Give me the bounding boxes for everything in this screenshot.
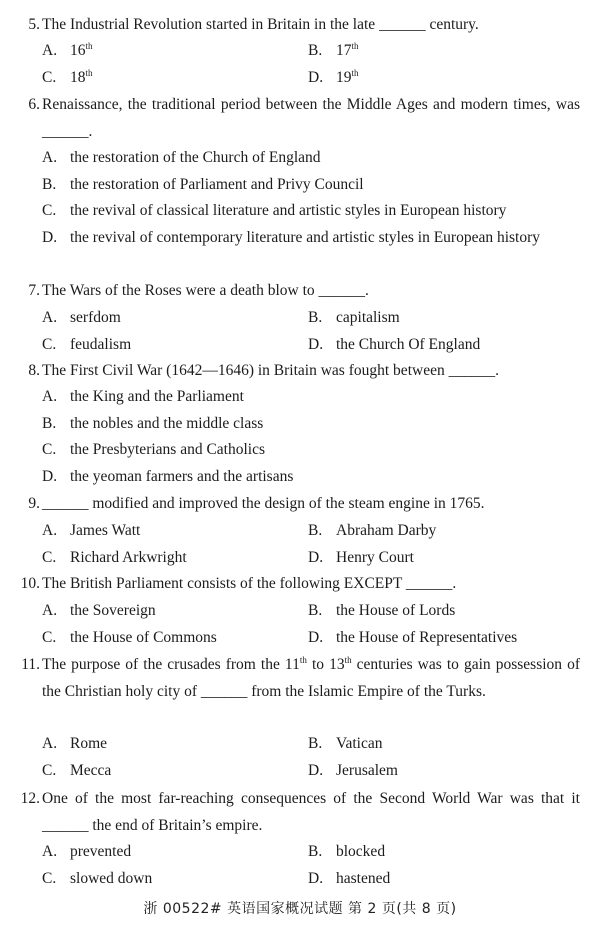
options-6 <box>42 145 582 251</box>
question-6 <box>14 92 580 145</box>
question-8 <box>14 358 580 385</box>
option-d: D. the House of Representatives <box>308 628 518 646</box>
question-stem: The British Parliament consists of the following EXCEPT ______. <box>42 575 457 592</box>
options-8 <box>42 384 582 490</box>
option-c: C. the House of Commons <box>42 628 217 646</box>
option-c: C. the Presbyterians and Catholics <box>42 441 265 458</box>
question-stem: ______ modified and improved the design of the steam engine in 1765. <box>42 495 485 512</box>
option-d: D. 19th <box>308 67 359 86</box>
option-a: A. James Watt <box>42 522 141 539</box>
option-c: C. the revival of classical literature and artistic styles in European history <box>42 202 507 219</box>
question-10 <box>14 571 580 598</box>
option-a: A. serfdom <box>42 309 121 326</box>
question-stem: One of the most far-reaching consequences of the Second World War was that it ______ the end of Britain’s empire. <box>42 790 580 834</box>
question-stem: The purpose of the crusades from the 11th to 13th centuries was to gain possession of the Christian holy city of ______ from the Islamic Empire of the Turks. <box>42 654 581 700</box>
option-b: B. the restoration of Parliament and Privy Council <box>42 175 364 193</box>
option-c: C. Mecca <box>42 761 112 779</box>
option-a: A. prevented <box>42 843 132 860</box>
question-11 <box>14 652 580 705</box>
option-b: B. capitalism <box>308 309 400 326</box>
option-a: A. the Sovereign <box>42 602 156 619</box>
option-b: B. blocked <box>308 843 386 860</box>
option-c: C. feudalism <box>42 335 132 353</box>
question-number: 12. <box>20 790 40 807</box>
option-a: A. Rome <box>42 735 108 752</box>
question-number: 9. <box>28 495 40 512</box>
option-c: C. Richard Arkwright <box>42 548 187 566</box>
option-d: D. the Church Of England <box>308 335 481 353</box>
question-number: 6. <box>28 96 40 113</box>
question-stem: The First Civil War (1642—1646) in Britain was fought between ______. <box>42 362 499 379</box>
option-c: C. 18th <box>42 67 93 86</box>
options-5 <box>42 38 582 91</box>
option-d: D. the yeoman farmers and the artisans <box>42 467 294 485</box>
question-5 <box>14 12 580 39</box>
question-stem: Renaissance, the traditional period between the Middle Ages and modern times, was ______. <box>42 96 580 140</box>
question-7 <box>14 278 580 305</box>
option-c: C. slowed down <box>42 869 153 887</box>
question-stem: The Wars of the Roses were a death blow to ______. <box>42 282 369 299</box>
option-a: A. the restoration of the Church of England <box>42 149 321 166</box>
option-d: D. hastened <box>308 869 391 887</box>
option-d: D. Henry Court <box>308 548 414 566</box>
question-number: 10. <box>20 575 40 592</box>
question-12 <box>14 786 580 839</box>
option-d: D. the revival of contemporary literature and artistic styles in European history <box>42 228 541 246</box>
options-7 <box>42 305 582 358</box>
option-b: B. Abraham Darby <box>308 522 437 539</box>
option-d: D. Jerusalem <box>308 761 398 779</box>
question-number: 11. <box>21 656 40 673</box>
question-number: 5. <box>28 16 40 33</box>
option-b: B. the nobles and the middle class <box>42 414 264 432</box>
question-number: 7. <box>28 282 40 299</box>
question-9 <box>14 491 580 518</box>
question-number: 8. <box>28 362 40 379</box>
question-stem: The Industrial Revolution started in Britain in the late ______ century. <box>42 16 479 33</box>
option-b: B. 17th <box>308 40 359 59</box>
option-b: B. the House of Lords <box>308 602 456 619</box>
option-b: B. Vatican <box>308 735 383 752</box>
option-a: A. 16th <box>42 40 93 59</box>
options-12 <box>42 839 582 892</box>
option-a: A. the King and the Parliament <box>42 388 244 405</box>
options-11 <box>42 731 582 784</box>
options-9 <box>42 518 582 571</box>
page-footer: 浙 00522# 英语国家概况试题 第 2 页(共 8 页) <box>143 901 457 917</box>
options-10 <box>42 598 582 651</box>
